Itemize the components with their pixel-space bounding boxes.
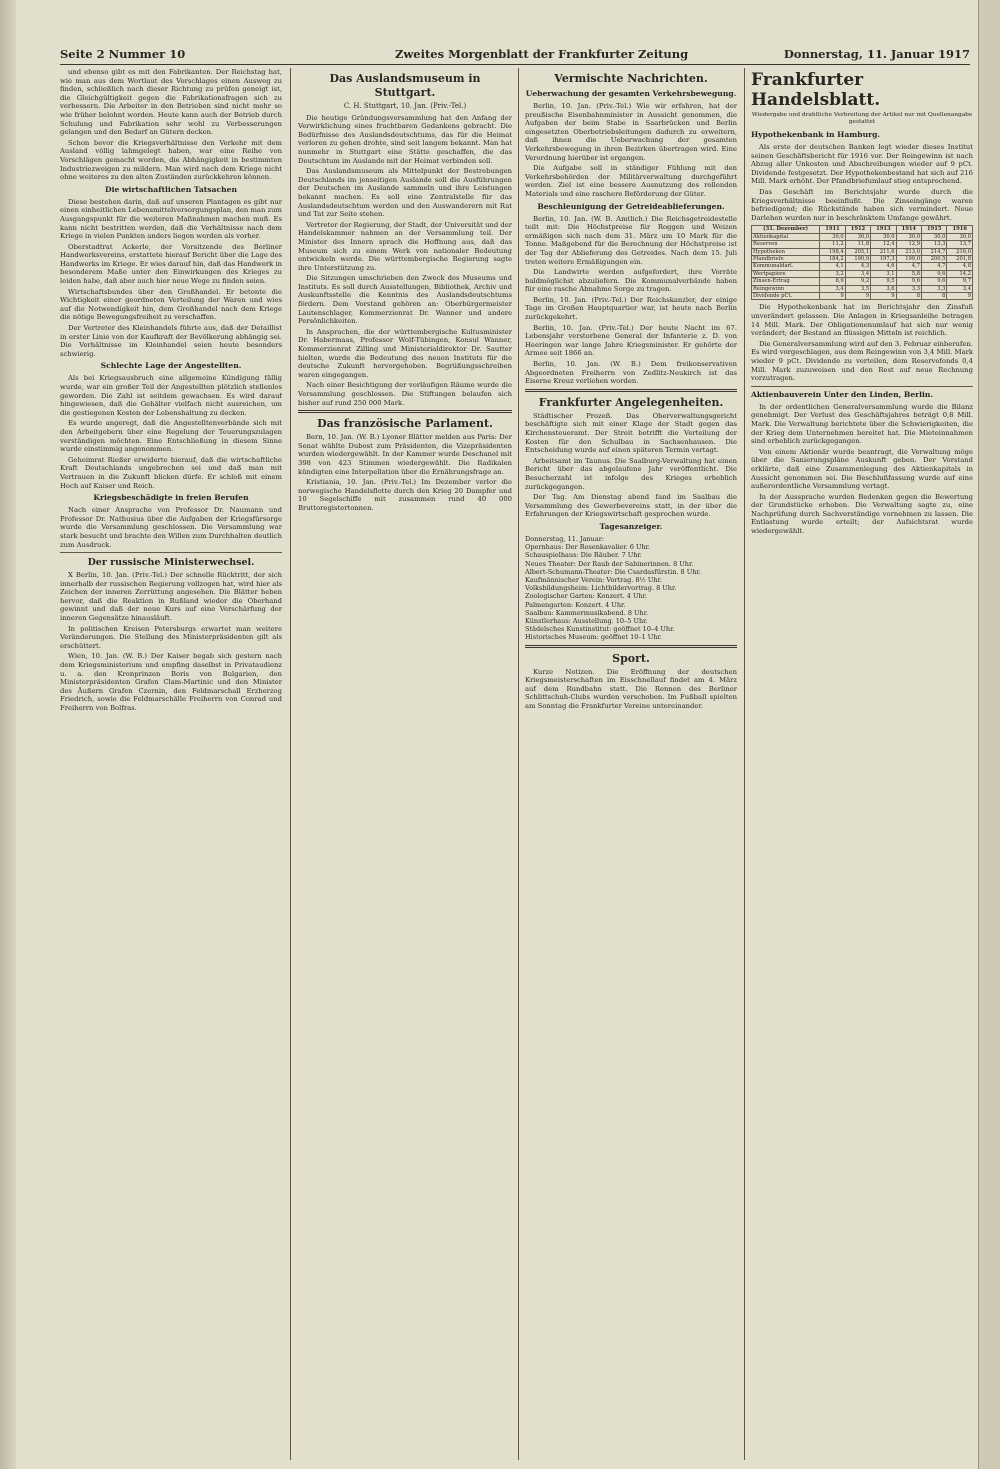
- table-row: [752, 285, 973, 292]
- divider: [298, 410, 512, 413]
- listing-item: Schauspielhaus: Die Räuber. 7 Uhr.: [525, 551, 642, 560]
- event-listing: [525, 535, 737, 642]
- paragraph: Es wurde angeregt, daß die Angestelltenverbände sich mit den Arbeitgebern über eine Regelung der Teuerungszulagen verständigen möchten. Eine Entschließung in diesem Sinne wurde einstimmig angenommen.: [60, 419, 282, 454]
- article-title: Das französische Parlament.: [317, 417, 493, 431]
- paragraph: Bern, 10. Jan. (W. B.) Lyoner Blätter melden aus Paris: Der Senat wählte Dubost zum Präsidenten, die Vizepräsidenten wurden wiedergewählt. In der Kammer wurde Deschanel mit 398 von 423 Stimmen wiedergewählt. Die Radikalen kündigten eine Interpellation über die Ernährungsfrage an.: [298, 433, 512, 476]
- table-row: [752, 241, 973, 248]
- paragraph: Die Aufgabe soll in ständiger Fühlung mit den Verkehrsbehörden der Militärverwaltung durchgeführt werden. Ziel ist eine bessere Ausnutzung des rollenden Materials und eine raschere Beförderung der Güter.: [525, 164, 737, 198]
- right-page-edge: [978, 0, 1000, 1469]
- listing-item: Opernhaus: Der Rosenkavalier. 6 Uhr.: [525, 543, 651, 552]
- paragraph: In Ansprachen, die der württembergische Kultusminister Dr. Habermaas, Professor Wolf-Tübingen, Konsul Wanner, Kommerzienrat Zilling und Ministerialdirektor Dr. Sautter hielten, wurde die Bedeutung des neuen Instituts für die deutsche Zukunft hervorgehoben. Begrüßungsschreiben waren eingegangen.: [298, 327, 512, 379]
- table-cell: 30,0: [845, 233, 870, 240]
- year-header: 1914: [896, 226, 921, 233]
- table-cell: 9,6: [922, 270, 947, 277]
- table-cell: 9,6: [896, 278, 921, 285]
- table-cell: 4,7: [922, 263, 947, 270]
- column-rule: [518, 68, 519, 1460]
- issue-date: Donnerstag, 11. Januar 1917: [783, 47, 970, 61]
- table-cell: 9: [871, 293, 896, 300]
- table-cell: 30,0: [871, 233, 896, 240]
- row-label: Kommunaldarl.: [752, 263, 820, 270]
- article-title: Der russische Ministerwechsel.: [87, 557, 255, 569]
- section-heading: Die wirtschaftlichen Tatsachen: [105, 184, 237, 194]
- table-cell: 199,0: [896, 255, 921, 262]
- table-cell: 198,4: [820, 248, 845, 255]
- listing-item: Zoologischer Garten: Konzert. 4 Uhr.: [525, 592, 648, 601]
- table-row: [752, 293, 973, 300]
- section-heading: Tagesanzeiger.: [599, 521, 663, 531]
- article-title: Vermischte Nachrichten.: [554, 72, 708, 85]
- page-header: [60, 44, 970, 65]
- table-cell: 3,6: [871, 285, 896, 292]
- row-label: Dividende pCt.: [752, 293, 820, 300]
- paragraph: und ebenso gibt es mit den Fabrikanten. Der Reichstag hat, wie man aus dem Wortlaut des Vorschlages einen Ausweg zu finden, schließlich nach dieser Richtung zu prüfen geneigt ist, die Gleichgültigkeit gegen die Fabrikationsfragen sich zu verbessern. Die Arbeiter in den Betrieben sind nicht mehr so wie früher belohnt worden. Heute kann auch der Betrieb durch Schulung und Fabrikation sehr wohl zu Verbesserungen gelangen und den Bedarf an Gütern decken.: [60, 68, 282, 137]
- paragraph: Die Hypothekenbank hat im Berichtsjahr den Zinsfuß unverändert gelassen. Die Anlagen in Kriegsanleihe betragen 14 Mill. Mark. Der Obligationenumlauf hat sich nur wenig verändert; der Bestand an flüssigen Mitteln ist reichlich.: [751, 303, 973, 338]
- paragraph: Die heutige Gründungsversammlung hat den Anfang der Verwirklichung eines fruchtbaren Gedankens gebracht. Die Bedürfnisse des Auslandsdeutschtums, das für die Heimat verloren zu gehen drohte, sind seit langem bekannt. Man hat nunmehr in Stuttgart eine Stätte geschaffen, die das Deutschtum im Auslande mit der Heimat verbinden soll.: [298, 113, 512, 165]
- section-heading: Kriegsbeschädigte in freien Berufen: [93, 493, 249, 503]
- table-cell: 11,8: [845, 241, 870, 248]
- table-cell: 9,6: [922, 278, 947, 285]
- paragraph: Wirtschaftsbundes über den Großhandel. Er betonte die Wichtigkeit einer geordneten Verteilung der Waren und wies auf die Notwendigkeit hin, dem Großhandel nach dem Kriege die nötige Bewegungsfreiheit zu verschaffen.: [60, 287, 282, 322]
- subheading: Beschleunigung der Getreideablieferungen.: [537, 201, 725, 211]
- table-cell: 9: [845, 293, 870, 300]
- paragraph: Kurze Notizen. Die Eröffnung der deutschen Kriegsmeisterschaften im Eisschnellauf findet am 4. März auf dem Rundbahn statt. Die Rennen des Berliner Schlittschuh-Clubs wurden verschoben. Im Fußball spielten am Sonntag die Frankfurter Vereine untereinander.: [525, 667, 737, 710]
- paragraph: Als erste der deutschen Banken legt wieder dieses Institut seinen Geschäftsbericht für 1916 vor. Der Reingewinn ist nach Abzug aller Unkosten und Abschreibungen wieder auf 9 pCt. Dividende festgesetzt. Der Hypothekenbestand hat sich auf 216 Mill. Mark erhöht. Der Pfandbriefumlauf stieg entsprechend.: [751, 143, 973, 186]
- table-cell: 3,3: [922, 285, 947, 292]
- column-3: [525, 68, 737, 1460]
- subheading: Ueberwachung der gesamten Verkehrsbewegung.: [525, 89, 737, 98]
- table-cell: 197,3: [871, 255, 896, 262]
- year-header: 1912: [845, 226, 870, 233]
- table-cell: 4,7: [896, 263, 921, 270]
- column-rule: [744, 68, 745, 1460]
- table-row: [752, 278, 973, 285]
- paragraph: Nach einer Besichtigung der vorläufigen Räume wurde die Versammlung geschlossen. Die Stiftungen belaufen sich bisher auf rund 250 000 Mark.: [298, 381, 512, 407]
- table-cell: 8,9: [820, 278, 845, 285]
- table-cell: 190,9: [845, 255, 870, 262]
- paragraph: Der Tag. Am Dienstag abend fand im Saalbau die Versammlung des Gewerbevereins statt, in der über die Erfahrungen der Kriegswirtschaft gesprochen wurde.: [525, 493, 737, 519]
- column-rule: [290, 68, 291, 1460]
- paragraph: Die Generalversammlung wird auf den 3. Februar einberufen. Es wird vorgeschlagen, aus dem Reingewinn von 3,4 Mill. Mark wieder 9 pCt. Dividende zu verteilen, dem Reservefonds 0,4 Mill. Mark zuzuweisen und den Rest auf neue Rechnung vorzutragen.: [751, 339, 973, 383]
- listing-item: Volksbildungsheim: Lichtbildervortrag. 8 Uhr.: [525, 584, 677, 593]
- paragraph: Nach einer Ansprache von Professor Dr. Naumann und Professor Dr. Nathusius über die Aufgaben der Kriegsfürsorge wurde die Versammlung geschlossen. Die Versammlung war stark besucht und brachte den Willen zum Durchhalten deutlich zum Ausdruck.: [60, 506, 282, 549]
- table-cell: 216,0: [947, 248, 973, 255]
- table-row: [752, 270, 973, 277]
- divider: [60, 552, 282, 553]
- listing-item: Palmengarten: Konzert. 4 Uhr.: [525, 600, 626, 609]
- table-cell: 3,1: [871, 270, 896, 277]
- column-2: [298, 68, 512, 1460]
- year-header: 1915: [922, 226, 947, 233]
- paragraph: Oberstadtrat Ackerle, der Vorsitzende des Berliner Handwerksvereins, erstattete hierauf Bericht über die Lage des Handwerks im Kriege. Er wies darauf hin, daß das Handwerk in besonderem Maße unter den Einwirkungen des Krieges zu leiden habe, daß aber auch hier neue Wege zu finden seien.: [60, 242, 282, 286]
- year-header: 1913: [871, 226, 896, 233]
- table-cell: 11,2: [820, 241, 845, 248]
- table-caption: (31. Dezember): [752, 226, 820, 233]
- table-cell: 201,8: [947, 255, 973, 262]
- paragraph: X Berlin, 10. Jan. (Priv.-Tel.) Der schnelle Rücktritt, der sich innerhalb der russischen Regierung vollzogen hat, wird hier als Zeichen der inneren Zerrüttung angesehen. Die Blätter heben hervor, daß die Reaktion in Rußland wieder die Oberhand gewinnt und daß der neue Kurs auf eine Verschärfung der inneren Gegensätze hinausläuft.: [60, 571, 282, 623]
- table-cell: 14,2: [947, 270, 973, 277]
- table-cell: 3,4: [947, 285, 973, 292]
- paragraph: Berlin, 10. Jan. (Priv.-Tel.) Der heute Nacht im 67. Lebensjahr verstorbene General der Infanterie z. D. von Heeringen war lange Jahre Kriegsminister. Er gehörte der Armee seit 1866 an.: [525, 323, 737, 358]
- table-row: [752, 255, 973, 262]
- paragraph: Die Landwirte werden aufgefordert, ihre Vorräte baldmöglichst abzuliefern. Die Kommunalverbände haben für eine rasche Abnahme Sorge zu tragen.: [525, 268, 737, 294]
- table-cell: 12,9: [896, 241, 921, 248]
- table-row: [752, 248, 973, 255]
- table-cell: 8: [896, 293, 921, 300]
- paragraph: In politischen Kreisen Petersburgs erwartet man weitere Veränderungen. Die Stellung des Ministerpräsidenten gilt als erschüttert.: [60, 624, 282, 650]
- table-cell: 9,7: [947, 278, 973, 285]
- page-number: Seite 2 Nummer 10: [60, 47, 186, 61]
- paragraph: Vertreter der Regierung, der Stadt, der Universität und der Handelskammer nahmen an der Versammlung teil. Der Minister des Innern sprach die Hoffnung aus, daß das Museum sich zu einem Werk von nationaler Bedeutung entwickeln werde. Die württembergische Regierung sagte ihre Unterstützung zu.: [298, 220, 512, 272]
- table-cell: 214,7: [922, 248, 947, 255]
- section-masthead: Frankfurter Handelsblatt.: [751, 70, 881, 110]
- divider: [525, 645, 737, 648]
- table-cell: 9: [947, 293, 973, 300]
- table-cell: 30,0: [896, 233, 921, 240]
- divider: [525, 389, 737, 392]
- listing-item: Saalbau: Kammermusikabend. 8 Uhr.: [525, 608, 649, 617]
- row-label: Aktienkapital: [752, 233, 820, 240]
- listing-item: Städelsches Kunstinstitut: geöffnet 10–4 Uhr.: [525, 625, 675, 634]
- paragraph: Arbeitsamt im Taunus. Die Saalburg-Verwaltung hat einen Bericht über das abgelaufene Jahr veröffentlicht. Die Besucherzahl ist infolge des Krieges erheblich zurückgegangen.: [525, 456, 737, 491]
- table-cell: 4,1: [820, 263, 845, 270]
- paragraph: Berlin, 10. Jan. (W. B.) Dem freikonservativen Abgeordneten Freiherrn von Zedlitz-Neukirch ist das Eiserne Kreuz verliehen worden.: [525, 360, 737, 386]
- column-1: [60, 68, 282, 1460]
- table-cell: 3,2: [820, 270, 845, 277]
- listing-item: Künstlerhaus: Ausstellung. 10–5 Uhr.: [525, 616, 648, 625]
- paragraph: Schon bevor die Kriegsverhältnisse den Verkehr mit dem Ausland völlig lahmgelegt haben, war eine Reihe von Vorschlägen gemacht worden, die Abhängigkeit in bestimmten Industriezweigen zu mildern. Man wird nach dem Kriege nicht ohne weiteres zu den alten Zuständen zurückkehren können.: [60, 138, 282, 182]
- listing-item: Kaufmännischer Verein: Vortrag. 8½ Uhr.: [525, 575, 663, 584]
- year-header: 1911: [820, 226, 845, 233]
- paragraph: Kristiania, 10. Jan. (Priv.-Tel.) Im Dezember verlor die norwegische Handelsflotte durch den Krieg 20 Dampfer und 10 Segelschiffe mit zusammen rund 40 000 Bruttoregistertonnen.: [298, 478, 512, 512]
- column-4: [751, 68, 973, 1460]
- paragraph: Von einem Aktionär wurde beantragt, die Verwaltung möge über die Sanierungspläne Auskunft geben. Der Vorstand erklärte, daß eine Zusammenlegung des Aktienkapitals in Aussicht genommen sei. Die Beschlußfassung wurde auf eine außerordentliche Versammlung vertagt.: [751, 447, 973, 491]
- paragraph: Der Vertreter des Kleinhandels führte aus, daß der Detaillist in erster Linie von der Kaufkraft der Bevölkerung abhängig sei. Die Verhältnisse im Kleinhandel seien heute besonders schwierig.: [60, 324, 282, 358]
- paragraph: Diese bestehen darin, daß auf unseren Plantagen es gibt nur einen einheitlichen Lebensmittelversorgungsplan, den man zum Ausgangspunkt für die weiteren Maßnahmen machen muß. Es kann nicht bestritten werden, daß die Verhältnisse nach dem Kriege in vielen Punkten anders liegen werden als vorher.: [60, 197, 282, 241]
- dateline: C. H. Stuttgart, 10. Jan. (Priv.-Tel.): [343, 102, 467, 110]
- section-heading: Aktienbauverein Unter den Linden, Berlin.: [751, 389, 934, 399]
- table-row: [752, 233, 973, 240]
- listing-item: Historisches Museum: geöffnet 10–1 Uhr.: [525, 633, 662, 642]
- table-cell: 13,3: [922, 241, 947, 248]
- paragraph: Städtischer Prozeß. Das Oberverwaltungsgericht beschäftigte sich mit einer Klage der Stadt gegen das Kirchensteueramt. Der Streit betrifft die Verteilung der Kosten für den Schulbau in Sachsenhausen. Die Entscheidung wurde auf einen späteren Termin vertagt.: [525, 411, 737, 455]
- listing-item: Neues Theater: Der Raub der Sabinerinnen. 8 Uhr.: [525, 559, 694, 568]
- table-cell: 3,4: [820, 285, 845, 292]
- row-label: Reingewinn: [752, 285, 820, 292]
- paragraph: Das Auslandsmuseum als Mittelpunkt der Bestrebungen Deutschlands im jenseitigen Auslande soll die Ausführungen der Deutschen im Auslande sammeln und ihre Leistungen bekannt machen. Es soll eine Zentralstelle für das Auslandsdeutschtum werden und den Auswanderern mit Rat und Tat zur Seite stehen.: [298, 167, 512, 219]
- row-label: Zinsen-Ertrag: [752, 278, 820, 285]
- article-title: Das Auslandsmuseum in Stuttgart.: [329, 72, 481, 99]
- table-cell: 211,6: [871, 248, 896, 255]
- paragraph: Berlin, 10. Jan. (W. B. Amtlich.) Die Reichsgetreidestelle teilt mit: Die Höchstpreise für Roggen und Weizen ermäßigen sich nach dem 31. März um 10 Mark für die Tonne. Maßgebend für die Berechnung der Höchstpreise ist der Tag der Ablieferung des Getreides. Nach dem 15. Juli treten weitere Ermäßigungen ein.: [525, 214, 737, 266]
- paragraph: In der Aussprache wurden Bedenken gegen die Bewertung der Grundstücke erhoben. Die Verwaltung sagte zu, eine Nachprüfung durch Sachverständige vornehmen zu lassen. Die Entlastung wurde erteilt; der Aufsichtsrat wurde wiedergewählt.: [751, 492, 973, 536]
- table-cell: 205,1: [845, 248, 870, 255]
- table-cell: 213,0: [896, 248, 921, 255]
- section-heading: Schlechte Lage der Angestellten.: [100, 361, 242, 371]
- paragraph: Geheimrat Rießer erwiderte hierauf, daß die wirtschaftliche Kraft Deutschlands ungebrochen sei und daß man mit Vertrauen in die Zukunft blicken dürfe. Er schloß mit einem Hoch auf Kaiser und Reich.: [60, 455, 282, 490]
- edition-title: Zweites Morgenblatt der Frankfurter Zeitung: [395, 47, 689, 61]
- paragraph: Berlin, 10. Jan. (Priv.-Tel.) Der Reichskanzler, der einige Tage im Großen Hauptquartier war, ist heute nach Berlin zurückgekehrt.: [525, 295, 737, 322]
- table-cell: 9: [820, 293, 845, 300]
- table-cell: 8: [922, 293, 947, 300]
- paragraph: Die Sitzungen umschrieben den Zweck des Museums und Instituts. Es soll durch Ausstellungen, Bibliothek, Archiv und Auskunftsstelle die Kenntnis des Auslandsdeutschtums fördern. Dem Vorstand gehören an: Oberbürgermeister Lautenschlager, Kommerzienrat Dr. Wanner und andere Persönlichkeiten.: [298, 274, 512, 326]
- paragraph: Wien, 10. Jan. (W. B.) Der Kaiser begab sich gestern nach dem Kriegsministerium und empfing daselbst in Privataudienz u. a. den Kronprinzen Boris von Bulgarien, den Ministerpräsidenten Grafen Clam-Martinic und den Minister des Äußern Grafen Czernin, den Feldmarschall Erzherzog Friedrich, sowie die Feldmarschälle Freiherrn von Conrad und Freiherrn von Bolfras.: [60, 652, 282, 712]
- row-label: Wertpapiere: [752, 270, 820, 277]
- row-label: Pfandbriefe: [752, 255, 820, 262]
- table-cell: 9,5: [871, 278, 896, 285]
- row-label: Hypotheken: [752, 248, 820, 255]
- paragraph: Als bei Kriegsausbruch eine allgemeine Kündigung fällig wurde, war ein großer Teil der Angestellten plötzlich stellenlos geworden. Die Zahl ist seitdem gewachsen. Es wird darauf hingewiesen, daß die Gehälter vielfach nicht ausreichen, um die gestiegenen Kosten der Lebenshaltung zu decken.: [60, 374, 282, 417]
- bank-statistics-table: [751, 225, 973, 300]
- table-cell: 30,0: [947, 233, 973, 240]
- table-cell: 4,6: [871, 263, 896, 270]
- article-title: Sport.: [612, 651, 650, 665]
- divider: [751, 386, 973, 387]
- table-cell: 3,4: [845, 270, 870, 277]
- paragraph: In der ordentlichen Generalversammlung wurde die Bilanz genehmigt. Der Verlust des Geschäftsjahres beträgt 0,8 Mill. Mark. Die Verwaltung berichtete über die Schwierigkeiten, die der Krieg dem Unternehmen bereitet hat. Die Mieteinnahmen sind erheblich zurückgegangen.: [751, 402, 973, 446]
- table-cell: 3,5: [845, 285, 870, 292]
- table-row: [752, 263, 973, 270]
- table-cell: 13,7: [947, 241, 973, 248]
- reprint-note: Wiedergabe und drahtliche Verbreitung der Artikel nur mit Quellenangabe gestattet: [751, 112, 973, 125]
- section-heading: Hypothekenbank in Hamburg.: [751, 130, 881, 139]
- table-cell: 12,4: [871, 241, 896, 248]
- listing-item: Albert-Schumann-Theater: Die Csardasfürstin. 8 Uhr.: [525, 567, 701, 576]
- table-cell: 30,0: [922, 233, 947, 240]
- table-cell: 200,5: [922, 255, 947, 262]
- table-cell: 5,8: [896, 270, 921, 277]
- table-cell: 9,2: [845, 278, 870, 285]
- table-cell: 184,2: [820, 255, 845, 262]
- left-binding-edge: [0, 0, 16, 1469]
- table-cell: 4,8: [947, 263, 973, 270]
- year-header: 1916: [947, 226, 973, 233]
- row-label: Reserven: [752, 241, 820, 248]
- listing-item: Donnerstag, 11. Januar:: [525, 534, 604, 543]
- paragraph: Das Geschäft im Berichtsjahr wurde durch die Kriegsverhältnisse beeinflußt. Die Zinseingänge waren befriedigend; die Rückstände haben sich vermindert. Neue Darlehen wurden nur in beschränktem Umfange gewährt.: [751, 187, 973, 222]
- article-title: Frankfurter Angelegenheiten.: [538, 395, 724, 409]
- table-cell: 30,0: [820, 233, 845, 240]
- table-cell: 3,3: [896, 285, 921, 292]
- paragraph: Berlin, 10. Jan. (Priv.-Tel.) Wie wir erfahren, hat der preußische Eisenbahnminister in Aussicht genommen, die Aufgaben der beim Stabe in Saarbrücken und Berlin eingesetzten Oberbetriebsleitungen dadurch zu erweitern, daß ihnen die Ueberwachung der gesamten Verkehrsbewegung in ihren Bezirken übertragen wird. Eine Verordnung hierüber ist ergangen.: [525, 102, 737, 162]
- table-cell: 4,3: [845, 263, 870, 270]
